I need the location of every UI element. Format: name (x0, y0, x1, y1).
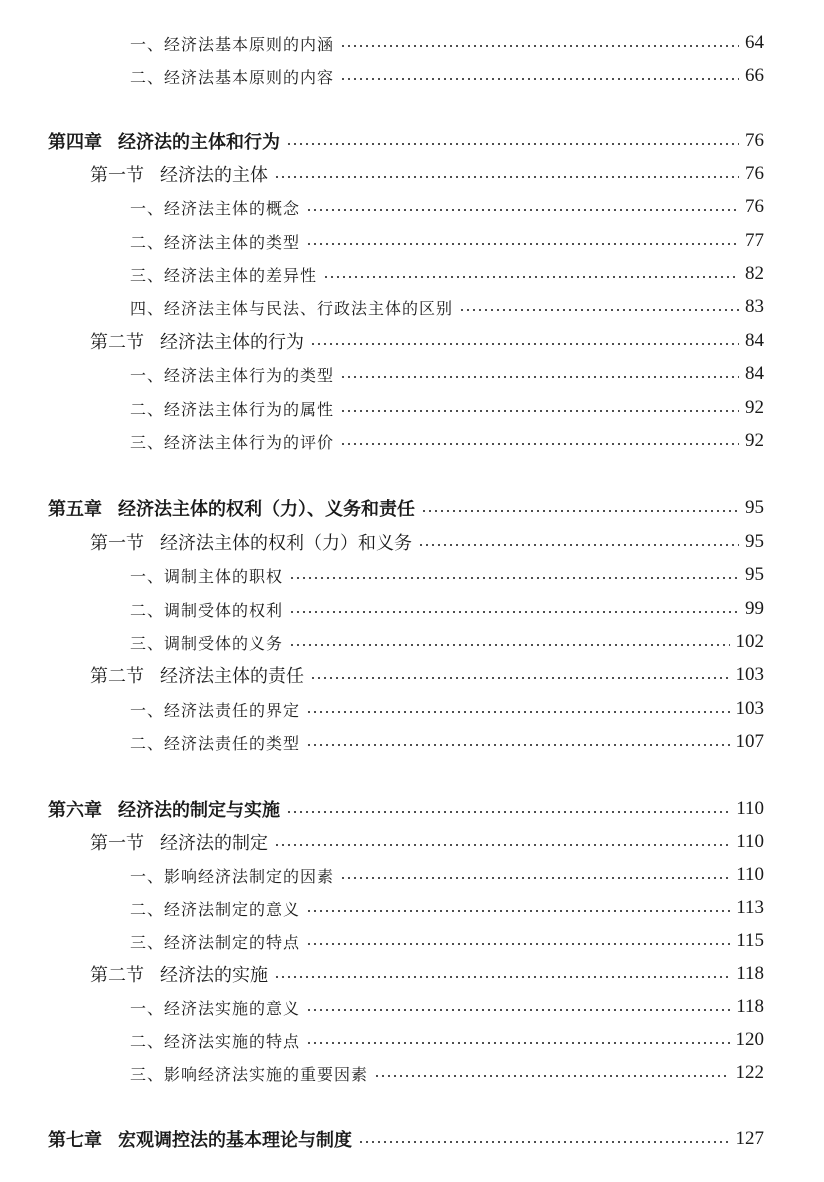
page-number: 120 (735, 1029, 764, 1050)
section-heading (90, 829, 268, 855)
toc-entry[interactable] (130, 192, 764, 222)
page-number: 127 (735, 1128, 764, 1149)
entry-title: 一、经济法责任的界定 (130, 700, 301, 720)
page-number: 92 (745, 397, 764, 418)
dot-leader (340, 443, 739, 445)
chapter-title: 经济法的主体和行为 (118, 132, 280, 153)
chapter-title: 经济法的制定与实施 (118, 800, 280, 821)
dot-leader (374, 1075, 729, 1077)
section-heading (90, 161, 268, 187)
entry-title: 三、调制受体的义务 (130, 633, 284, 653)
page-number: 92 (745, 430, 764, 451)
page-number: 76 (745, 196, 764, 217)
dot-leader (340, 877, 730, 879)
page-number: 76 (745, 130, 764, 151)
entry-title: 一、经济法实施的意义 (130, 998, 301, 1018)
entry-title: 二、调制受体的权利 (130, 600, 284, 620)
entry-title: 四、经济法主体与民法、行政法主体的区别 (130, 298, 454, 318)
entry-title: 二、经济法基本原则的内容 (130, 67, 335, 87)
entry-title: 三、经济法制定的特点 (130, 932, 301, 952)
page-number: 110 (736, 864, 764, 885)
page-number: 82 (745, 263, 764, 284)
dot-leader (274, 844, 730, 846)
toc-entry[interactable] (130, 594, 764, 624)
toc-section[interactable] (90, 527, 764, 557)
toc-entry[interactable] (130, 226, 764, 256)
chapter-label: 第四章 (48, 132, 102, 153)
page-number: 110 (736, 798, 764, 819)
section-label: 第二节 (90, 666, 144, 687)
toc-entry[interactable] (130, 627, 764, 657)
dot-leader (286, 143, 739, 145)
page-number: 84 (745, 330, 764, 351)
chapter-label: 第五章 (48, 499, 102, 520)
toc-entry[interactable] (130, 560, 764, 590)
page-number: 64 (745, 32, 764, 53)
toc-entry[interactable] (130, 694, 764, 724)
section-label: 第一节 (90, 833, 144, 854)
page-number: 66 (745, 65, 764, 86)
entry-title: 二、经济法主体的类型 (130, 232, 301, 252)
entry-title: 二、经济法制定的意义 (130, 899, 301, 919)
toc-chapter[interactable] (48, 126, 764, 156)
section-title: 经济法主体的行为 (160, 332, 304, 353)
toc-entry[interactable] (130, 292, 764, 322)
entry-title: 二、经济法主体行为的属性 (130, 399, 335, 419)
page-number: 103 (735, 664, 764, 685)
toc-section[interactable] (90, 827, 764, 857)
page-number: 77 (745, 230, 764, 251)
chapter-title: 经济法主体的权利（力）、义务和责任 (118, 499, 415, 520)
page-number: 122 (735, 1062, 764, 1083)
toc-entry[interactable] (130, 1025, 764, 1055)
toc-entry[interactable] (130, 359, 764, 389)
page-number: 84 (745, 363, 764, 384)
toc-entry[interactable] (130, 61, 764, 91)
page-number: 107 (735, 731, 764, 752)
dot-leader (340, 45, 739, 47)
section-label: 第二节 (90, 332, 144, 353)
page-number: 76 (745, 163, 764, 184)
chapter-heading (48, 128, 280, 154)
page-number: 95 (745, 564, 764, 585)
section-label: 第一节 (90, 165, 144, 186)
entry-title: 二、经济法责任的类型 (130, 733, 301, 753)
page-number: 103 (735, 698, 764, 719)
dot-leader (459, 309, 739, 311)
dot-leader (289, 577, 739, 579)
section-heading (90, 662, 304, 688)
entry-title: 三、经济法主体的差异性 (130, 265, 318, 285)
toc-entry[interactable] (130, 1058, 764, 1088)
toc-entry[interactable] (130, 426, 764, 456)
dot-leader (340, 410, 739, 412)
page-number: 118 (736, 996, 764, 1017)
entry-title: 三、影响经济法实施的重要因素 (130, 1064, 369, 1084)
dot-leader (289, 611, 739, 613)
page-number: 118 (736, 963, 764, 984)
toc-entry[interactable] (130, 992, 764, 1022)
chapter-label: 第七章 (48, 1130, 102, 1151)
dot-leader (289, 644, 729, 646)
dot-leader (306, 1009, 730, 1011)
page-number: 83 (745, 296, 764, 317)
dot-leader (418, 544, 739, 546)
dot-leader (306, 943, 730, 945)
entry-title: 一、经济法基本原则的内涵 (130, 34, 335, 54)
dot-leader (323, 276, 739, 278)
toc-entry[interactable] (130, 259, 764, 289)
section-title: 经济法主体的权利（力）和义务 (160, 533, 412, 554)
dot-leader (310, 343, 739, 345)
section-label: 第一节 (90, 533, 144, 554)
entry-title: 三、经济法主体行为的评价 (130, 432, 335, 452)
toc-chapter[interactable] (48, 1124, 764, 1154)
chapter-label: 第六章 (48, 800, 102, 821)
toc-entry[interactable] (130, 926, 764, 956)
section-title: 经济法主体的责任 (160, 666, 304, 687)
toc-section[interactable] (90, 326, 764, 356)
page-number: 113 (736, 897, 764, 918)
section-title: 经济法的制定 (160, 833, 268, 854)
dot-leader (274, 176, 739, 178)
page-number: 110 (736, 831, 764, 852)
entry-title: 一、调制主体的职权 (130, 566, 284, 586)
section-heading (90, 961, 268, 987)
section-title: 经济法的主体 (160, 165, 268, 186)
page-number: 115 (736, 930, 764, 951)
dot-leader (274, 976, 730, 978)
toc-entry[interactable] (130, 860, 764, 890)
section-heading (90, 328, 304, 354)
toc-entry[interactable] (130, 727, 764, 757)
section-heading (90, 529, 412, 555)
dot-leader (286, 811, 730, 813)
toc-chapter[interactable] (48, 794, 764, 824)
toc-section[interactable] (90, 660, 764, 690)
section-label: 第二节 (90, 965, 144, 986)
dot-leader (306, 744, 729, 746)
dot-leader (306, 910, 730, 912)
dot-leader (340, 376, 739, 378)
toc-entry[interactable] (130, 28, 764, 58)
entry-title: 一、影响经济法制定的因素 (130, 866, 335, 886)
dot-leader (306, 209, 739, 211)
entry-title: 二、经济法实施的特点 (130, 1031, 301, 1051)
page-number: 95 (745, 531, 764, 552)
dot-leader (306, 243, 739, 245)
chapter-heading (48, 1126, 352, 1152)
toc-section[interactable] (90, 959, 764, 989)
dot-leader (421, 510, 739, 512)
dot-leader (310, 677, 730, 679)
entry-title: 一、经济法主体行为的类型 (130, 365, 335, 385)
chapter-heading (48, 495, 415, 521)
chapter-heading (48, 796, 280, 822)
toc-chapter[interactable] (48, 493, 764, 523)
page-number: 95 (745, 497, 764, 518)
toc-section[interactable] (90, 159, 764, 189)
chapter-title: 宏观调控法的基本理论与制度 (118, 1130, 352, 1151)
toc-entry[interactable] (130, 393, 764, 423)
dot-leader (306, 711, 729, 713)
page-number: 99 (745, 598, 764, 619)
entry-title: 一、经济法主体的概念 (130, 198, 301, 218)
toc-entry[interactable] (130, 893, 764, 923)
section-title: 经济法的实施 (160, 965, 268, 986)
dot-leader (340, 78, 739, 80)
dot-leader (358, 1141, 730, 1143)
page-number: 102 (735, 631, 764, 652)
dot-leader (306, 1042, 729, 1044)
